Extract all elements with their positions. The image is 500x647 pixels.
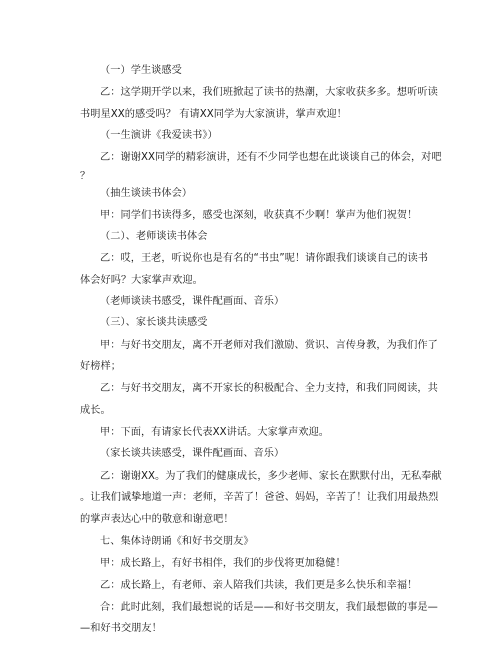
- paragraph-line: ？: [80, 171, 91, 182]
- section-heading-teacher: （二）、老师谈读书体会: [100, 231, 208, 242]
- paragraph-line: 甲：下面，有请家长代表XX讲话。大家掌声欢迎。: [100, 427, 330, 438]
- paragraph-line: —和好书交朋友！: [80, 623, 162, 634]
- stage-direction: （抽生谈读书体会）: [100, 188, 193, 199]
- paragraph-line: 好榜样；: [80, 361, 121, 372]
- paragraph-line: 乙：成长路上，有老师、亲人陪我们共读，我们更是多么快乐和幸福！: [100, 580, 418, 591]
- paragraph-line: 乙：谢谢XX同学的精彩演讲，还有不少同学也想在此谈谈自己的体会，对吧: [100, 152, 442, 163]
- paragraph-line: 体会好吗？大家掌声欢迎。: [80, 275, 203, 286]
- paragraph-line: 乙：谢谢XX。为了我们的健康成长，多少老师、家长在默默付出，无私奉献: [100, 471, 442, 482]
- paragraph-line: 甲：成长路上，有好书相伴，我们的步伐将更加稳健！: [100, 558, 346, 569]
- paragraph-line: 书明星XX的感受吗？ 有请XX同学为大家演讲，掌声欢迎！: [80, 109, 347, 120]
- stage-direction: （一生演讲《我爱读书》）: [100, 130, 218, 141]
- section-heading-parents: （三）、家长谈共读感受: [100, 317, 208, 328]
- section-heading-poem: 七、集体诗朗诵《和好书交朋友》: [100, 536, 254, 547]
- paragraph-line: 合：此时此刻，我们最想说的话是——和好书交朋友，我们最想做的事是—: [100, 602, 438, 613]
- paragraph-line: 甲：与好书交朋友，离不开老师对我们激励、赏识、言传身教，为我们作了: [100, 340, 438, 351]
- stage-direction: （家长谈共读感受，课件配画面、音乐）: [100, 448, 285, 459]
- section-heading-student-feelings: （一）学生谈感受: [100, 65, 182, 76]
- paragraph-line: 甲：同学们书读得多，感受也深刻，收获真不少啊！掌声为他们祝贺！: [100, 210, 418, 221]
- paragraph-line: 的掌声表达心中的敬意和谢意吧！: [80, 514, 234, 525]
- paragraph-line: 乙：这学期开学以来，我们班掀起了读书的热潮，大家收获多多。想听听读: [100, 87, 438, 98]
- paragraph-line: 成长。: [80, 405, 111, 416]
- paragraph-line: 乙：哎，王老，听说你也是有名的“书虫”呢！请你跟我们谈谈自己的读书: [100, 253, 429, 264]
- paragraph-line: 。让我们诚挚地道一声：老师，辛苦了！爸爸、妈妈，辛苦了！让我们用最热烈: [80, 492, 439, 503]
- paragraph-line: 乙：与好书交朋友，离不开家长的积极配合、全力支持，和我们同阅读，共: [100, 383, 438, 394]
- stage-direction: （老师谈读书感受，课件配画面、音乐）: [100, 296, 285, 307]
